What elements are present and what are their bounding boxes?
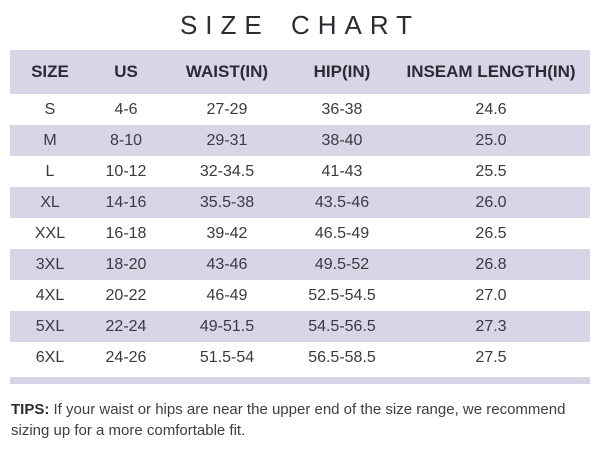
table-cell: 56.5-58.5	[308, 348, 376, 366]
table-cell: 36-38	[321, 100, 363, 118]
table-cell: 43.5-46	[314, 193, 370, 211]
table-cell: 51.5-54	[199, 348, 255, 366]
table-cell: 26.5	[475, 224, 507, 242]
table-row	[10, 187, 590, 218]
table-cell: M	[43, 131, 57, 149]
table-cell: 46.5-49	[314, 224, 370, 242]
column-header: HIP(IN)	[292, 50, 392, 94]
column-header: INSEAM LENGTH(IN)	[392, 50, 590, 94]
table-cell: 10-12	[105, 162, 147, 180]
table-header	[10, 50, 590, 94]
column-header: SIZE	[10, 50, 90, 94]
table-cell: S	[44, 100, 56, 118]
table-cell: 39-42	[206, 224, 248, 242]
table-cell: L	[45, 162, 55, 180]
size-chart-table	[10, 50, 590, 373]
table-cell: XXL	[34, 224, 66, 242]
table-cell: 27-29	[206, 100, 248, 118]
table-row	[10, 311, 590, 342]
table-cell: 25.0	[475, 131, 507, 149]
table-row	[10, 280, 590, 311]
table-cell: 6XL	[35, 348, 65, 366]
table-cell: 29-31	[206, 131, 248, 149]
table-cell: 49.5-52	[314, 255, 370, 273]
tips-note	[11, 399, 586, 441]
table-cell: 4-6	[114, 100, 138, 118]
table-cell: 54.5-56.5	[308, 317, 376, 335]
table-cell: 24.6	[475, 100, 507, 118]
table-cell: 26.0	[475, 193, 507, 211]
table-row	[10, 218, 590, 249]
table-cell: 27.0	[475, 286, 507, 304]
table-cell: 43-46	[206, 255, 248, 273]
table-cell: 22-24	[105, 317, 147, 335]
table-cell: 32-34.5	[199, 162, 255, 180]
table-cell: 49-51.5	[199, 317, 255, 335]
table-bottom-divider	[10, 377, 590, 384]
table-cell: XL	[40, 193, 60, 211]
table-cell: 35.5-38	[199, 193, 255, 211]
table-cell: 4XL	[35, 286, 65, 304]
tips-label: TIPS:	[11, 401, 50, 418]
table-cell: 25.5	[475, 162, 507, 180]
table-row	[10, 156, 590, 187]
table-cell: 27.3	[475, 317, 507, 335]
table-header-row	[10, 50, 590, 94]
table-cell: 5XL	[35, 317, 65, 335]
table-row	[10, 249, 590, 280]
table-cell: 14-16	[105, 193, 147, 211]
table-row	[10, 94, 590, 125]
column-header: WAIST(IN)	[162, 50, 292, 94]
table-cell: 38-40	[321, 131, 363, 149]
column-header: US	[90, 50, 162, 94]
table-cell: 52.5-54.5	[308, 286, 376, 304]
table-cell: 20-22	[105, 286, 147, 304]
table-cell: 18-20	[105, 255, 147, 273]
tips-text: If your waist or hips are near the upper end of the size range, we recommend sizing up for a more comfortable fit.	[11, 401, 566, 439]
table-cell: 24-26	[105, 348, 147, 366]
table-body	[10, 94, 590, 373]
table-row	[10, 125, 590, 156]
table-cell: 27.5	[475, 348, 507, 366]
page-title: SIZE CHART	[179, 10, 421, 40]
table-cell: 16-18	[105, 224, 147, 242]
table-cell: 3XL	[35, 255, 65, 273]
table-row	[10, 342, 590, 373]
table-cell: 26.8	[475, 255, 507, 273]
table-cell: 46-49	[206, 286, 248, 304]
table-cell: 41-43	[321, 162, 363, 180]
table-cell: 8-10	[109, 131, 143, 149]
